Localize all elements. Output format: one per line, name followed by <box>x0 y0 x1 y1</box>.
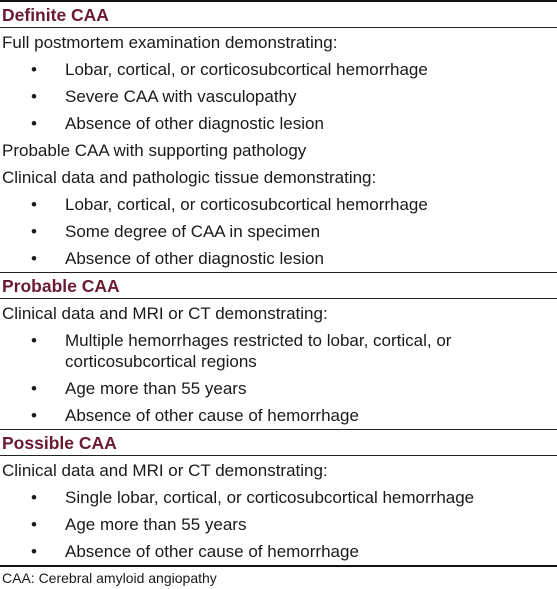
bullet-text: Lobar, cortical, or corticosubcortical hemorrhage <box>65 195 428 214</box>
bullet-item <box>0 484 557 511</box>
bullet-item <box>0 402 557 429</box>
bullet-item <box>0 56 557 83</box>
bullet-dot-icon: • <box>31 542 37 561</box>
bullet-text: Multiple hemorrhages restricted to lobar, cortical, or corticosubcortical regions <box>65 331 452 371</box>
bullet-text: Severe CAA with vasculopathy <box>65 87 297 106</box>
section-header: Possible CAA <box>2 433 117 453</box>
bullet-dot-icon: • <box>31 195 37 214</box>
section-header: Probable CAA <box>2 276 120 296</box>
bullet-dot-icon: • <box>31 60 37 79</box>
bullet-item <box>0 511 557 538</box>
table-footnote: CAA: Cerebral amyloid angiopathy <box>2 570 217 586</box>
bullet-dot-icon: • <box>31 488 37 507</box>
bullet-text: Lobar, cortical, or corticosubcortical hemorrhage <box>65 60 428 79</box>
bullet-text: Absence of other diagnostic lesion <box>65 249 324 268</box>
bullet-item <box>0 110 557 137</box>
bullet-dot-icon: • <box>31 222 37 241</box>
bullet-item <box>0 245 557 272</box>
bullet-item <box>0 83 557 110</box>
bullet-text: Age more than 55 years <box>65 379 247 398</box>
bullet-item <box>0 327 557 375</box>
bullet-text: Some degree of CAA in specimen <box>65 222 321 241</box>
section-header: Definite CAA <box>2 5 109 25</box>
bullet-dot-icon: • <box>31 331 37 350</box>
criteria-text: Clinical data and pathologic tissue demonstrating: <box>2 168 377 187</box>
criteria-text: Clinical data and MRI or CT demonstrating: <box>2 461 328 480</box>
bullet-text: Age more than 55 years <box>65 515 247 534</box>
bullet-dot-icon: • <box>31 515 37 534</box>
criteria-text: Full postmortem examination demonstrating: <box>2 33 338 52</box>
bullet-dot-icon: • <box>31 406 37 425</box>
bullet-item <box>0 538 557 565</box>
bullet-dot-icon: • <box>31 379 37 398</box>
bullet-dot-icon: • <box>31 87 37 106</box>
criteria-text: Clinical data and MRI or CT demonstrating: <box>2 304 328 323</box>
bullet-text: Absence of other cause of hemorrhage <box>65 406 359 425</box>
bullet-item <box>0 191 557 218</box>
bullet-item <box>0 218 557 245</box>
bullet-text: Absence of other diagnostic lesion <box>65 114 324 133</box>
section-body <box>0 456 557 565</box>
bullet-dot-icon: • <box>31 249 37 268</box>
bullet-dot-icon: • <box>31 114 37 133</box>
bullet-text: Single lobar, cortical, or corticosubcortical hemorrhage <box>65 488 475 507</box>
bullet-text: Absence of other cause of hemorrhage <box>65 542 359 561</box>
criteria-text: Probable CAA with supporting pathology <box>2 141 307 160</box>
sections-container <box>0 2 557 565</box>
section-body <box>0 28 557 272</box>
section-body <box>0 299 557 429</box>
bullet-item <box>0 375 557 402</box>
